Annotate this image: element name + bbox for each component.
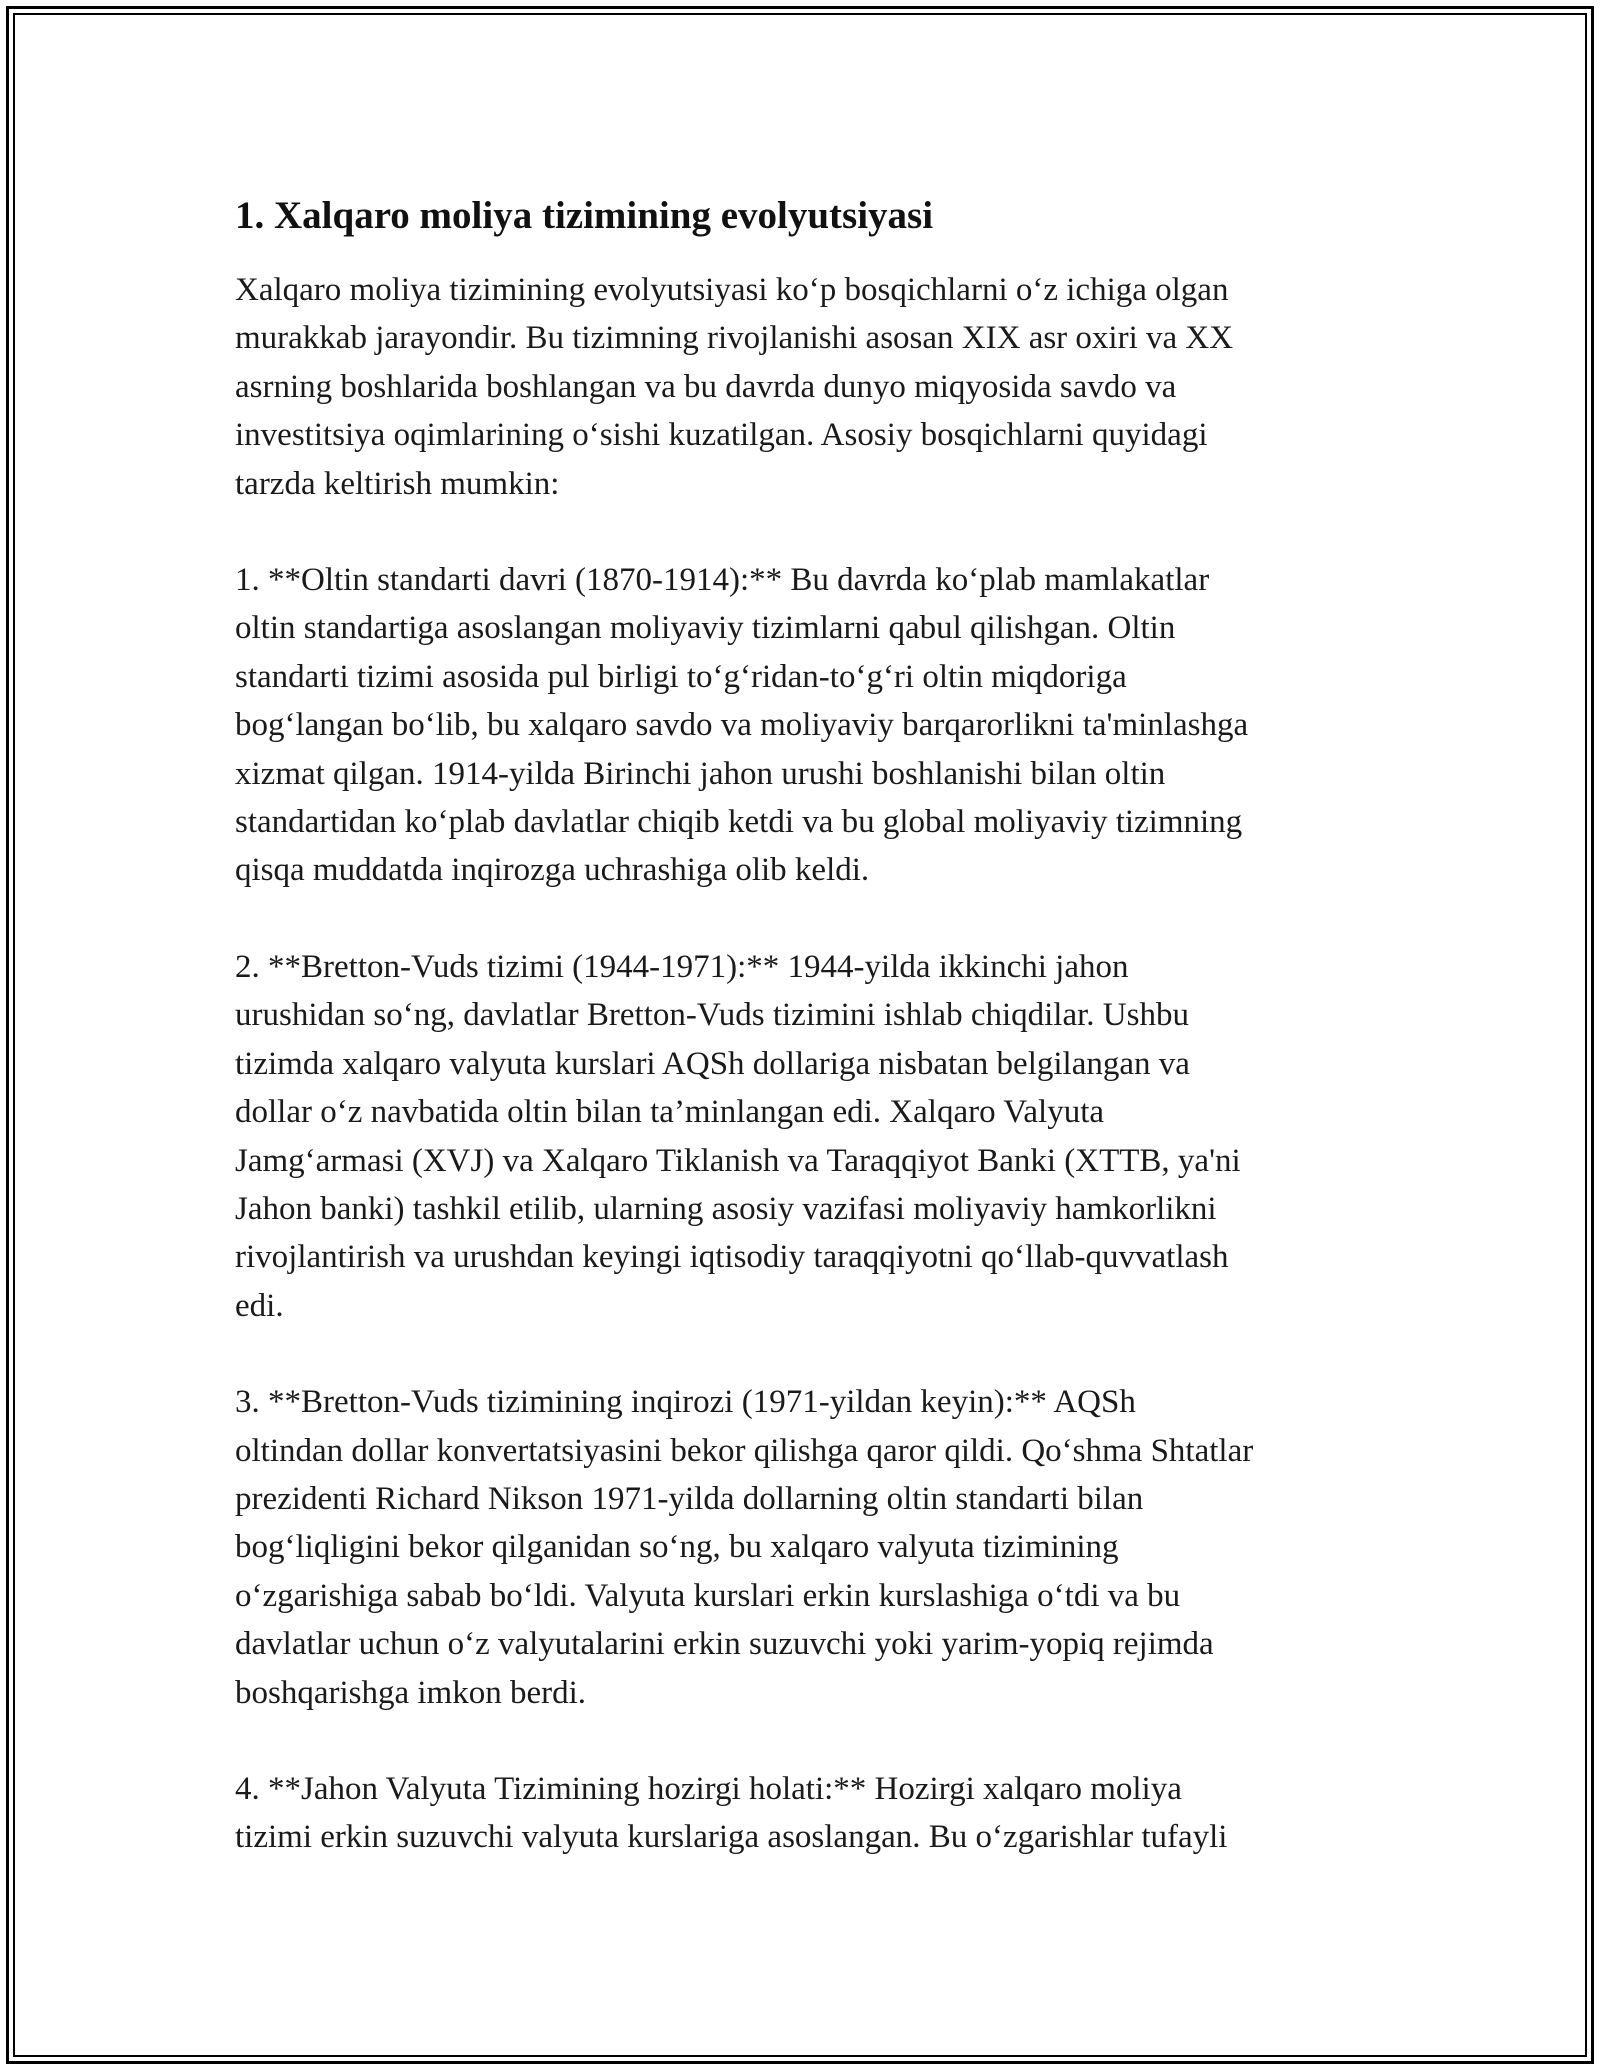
paragraph-gold-standard: 1. **Oltin standarti davri (1870-1914):** Bu davrda ko‘plab mamlakatlar oltin standartiga asoslangan moliyaviy tizimlarni qabul qilishgan. Oltin standarti tizimi asosida pul birligi to‘g‘ridan-to‘g‘ri oltin miqdoriga bog‘langan bo‘lib, bu xalqaro savdo va moliyaviy barqarorlikni ta'minlashga xizmat qilgan. 1914-yilda Birinchi jahon urushi boshlanishi bilan oltin standartidan ko‘plab davlatlar chiqib ketdi va bu global moliyaviy tizimning qisqa muddatda inqirozga uchrashiga olib keldi. [235,562,1249,889]
paragraph-bretton-woods: 2. **Bretton-Vuds tizimi (1944-1971):** 1944-yilda ikkinchi jahon urushidan so‘ng, davlatlar Bretton-Vuds tizimini ishlab chiqdilar. Ushbu tizimda xalqaro valyuta kurslari AQSh dollariga nisbatan belgilangan va dollar o‘z navbatida oltin bilan ta’minlangan edi. Xalqaro Valyuta Jamg‘armasi (XVJ) va Xalqaro Tiklanish va Taraqqiyot Banki (XTTB, ya'ni Jahon banki) tashkil etilib, ularning asosiy vazifasi moliyaviy hamkorlikni rivojlantirish va urushdan keyingi iqtisodiy taraqqiyotni qo‘llab-quvvatlash edi. [235,948,1241,1324]
paragraph-current-state: 4. **Jahon Valyuta Tizimining hozirgi holati:** Hozirgi xalqaro moliya tizimi erkin suzuvchi valyuta kurslariga asoslangan. Bu o‘zgarishlar tufayli [235,1770,1228,1856]
intro-paragraph: Xalqaro moliya tizimining evolyutsiyasi ko‘p bosqichlarni o‘z ichiga olgan murakkab jarayondir. Bu tizimning rivojlanishi asosan XIX asr oxiri va XX asrning boshlarida boshlangan va bu davrda dunyo miqyosida savdo va investitsiya oqimlarining o‘sishi kuzatilgan. Asosiy bosqichlarni quyidagi tarzda keltirish mumkin: [235,272,1234,502]
section-title: 1. Xalqaro moliya tizimining evolyutsiyasi [235,194,934,237]
document-body [235,188,1375,1862]
paragraph-bretton-woods-crisis: 3. **Bretton-Vuds tizimining inqirozi (1971-yildan keyin):** AQSh oltindan dollar konvertatsiyasini bekor qilishga qaror qildi. Qo‘shma Shtatlar prezidenti Richard Nikson 1971-yilda dollarning oltin standarti bilan bog‘liqligini bekor qilganidan so‘ng, bu xalqaro valyuta tizimining o‘zgarishiga sabab bo‘ldi. Valyuta kurslari erkin kurslashiga o‘tdi va bu davlatlar uchun o‘z valyutalarini erkin suzuvchi yoki yarim-yopiq rejimda boshqarishga imkon berdi. [235,1384,1254,1711]
